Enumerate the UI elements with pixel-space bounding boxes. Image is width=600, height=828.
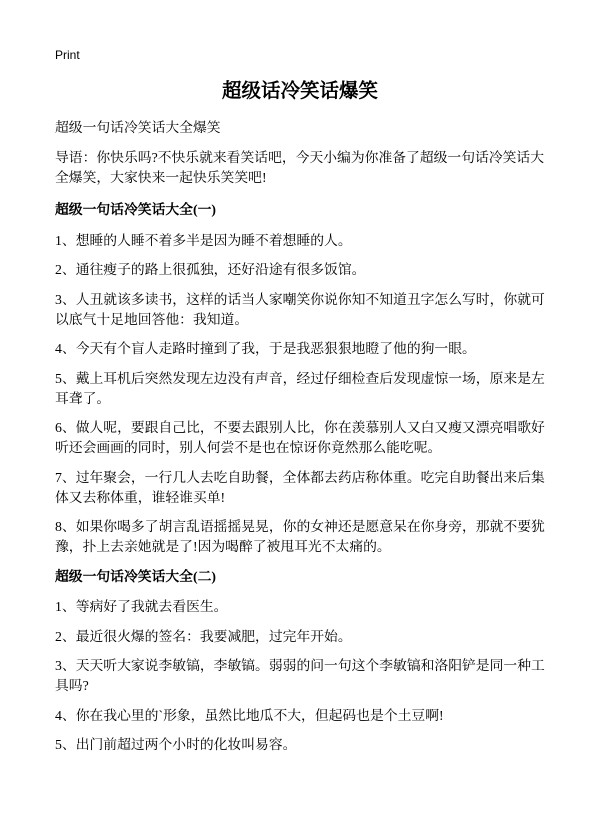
- joke-item: 3、人丑就该多读书，这样的话当人家嘲笑你说你知不知道丑字怎么写时，你就可以底气十足地回答他：我知道。: [55, 291, 545, 327]
- joke-item: 3、天天听大家说李敏镐，李敏镐。弱弱的问一句这个李敏镐和洛阳铲是同一种工具吗?: [55, 658, 545, 693]
- joke-item: 2、最近很火爆的签名：我要减肥，过完年开始。: [55, 628, 352, 644]
- subtitle: 超级一句话冷笑话大全爆笑: [55, 120, 221, 135]
- page-title: 超级话冷笑话爆笑: [221, 81, 378, 102]
- section-heading: 超级一句话冷笑话大全(二): [55, 568, 216, 584]
- joke-item: 5、戴上耳机后突然发现左边没有声音，经过仔细检查后发现虚惊一场，原来是左耳聋了。: [55, 370, 545, 406]
- section-heading: 超级一句话冷笑话大全(一): [55, 202, 216, 217]
- joke-item: 4、你在我心里的`形象，虽然比地瓜不大，但起码也是个土豆啊!: [55, 707, 444, 723]
- intro-paragraph: 导语：你快乐吗?不快乐就来看笑话吧，今天小编为你准备了超级一句话冷笑话大全爆笑，大家快来一起快乐笑笑吧!: [55, 150, 545, 185]
- joke-item: 6、做人呢，要跟自己比，不要去跟别人比，你在羡慕别人又白又瘦又漂亮唱歌好听还会画画的同时，别人何尝不是也在惊讶你竟然那么能吃呢。: [55, 420, 545, 455]
- joke-item: 1、想睡的人睡不着多半是因为睡不着想睡的人。: [55, 232, 352, 248]
- joke-item: 5、出门前超过两个小时的化妆叫易容。: [55, 737, 297, 752]
- joke-section-2: [55, 567, 552, 756]
- joke-item: 1、等病好了我就去看医生。: [55, 599, 228, 614]
- joke-item: 2、通往瘦子的路上很孤独，还好沿途有很多饭馆。: [55, 262, 366, 277]
- joke-item: 8、如果你喝多了胡言乱语摇摇晃晃，你的女神还是愿意呆在你身旁，那就不要犹豫，扑上去亲她就是了!因为喝醉了被甩耳光不太痛的。: [55, 519, 545, 554]
- print-link[interactable]: Print: [55, 48, 80, 62]
- joke-item: 7、过年聚会，一行几人去吃自助餐，全体都去药店称体重。吃完自助餐出来后集体又去称体重，谁轻谁买单!: [55, 469, 545, 505]
- joke-section-1: [55, 200, 552, 557]
- document-body: [55, 80, 552, 765]
- joke-item: 4、今天有个盲人走路时撞到了我，于是我恶狠狠地瞪了他的狗一眼。: [55, 341, 476, 356]
